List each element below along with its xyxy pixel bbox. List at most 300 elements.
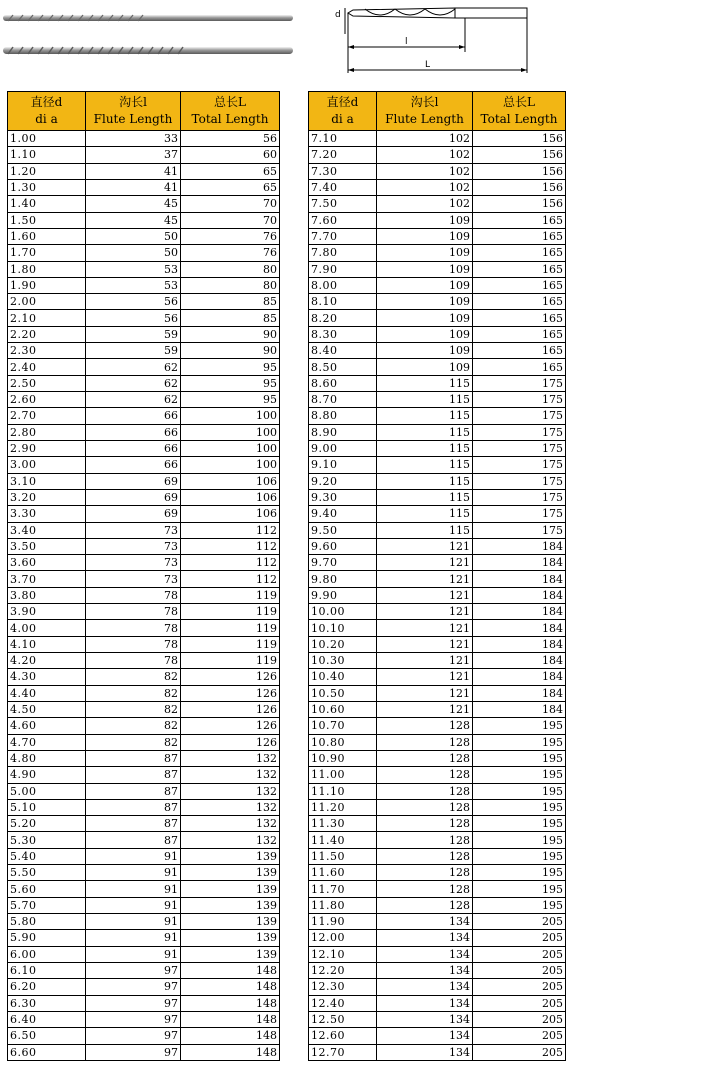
table-row [8,359,280,375]
diameter-cell: 7.10 [309,131,377,147]
total-length-cell: 175 [473,392,566,408]
total-length-cell: 205 [473,1044,566,1060]
total-length-cell: 100 [181,424,280,440]
total-length-cell: 119 [181,587,280,603]
diameter-cell: 11.50 [309,848,377,864]
total-length-cell: 175 [473,424,566,440]
total-length-cell: 165 [473,326,566,342]
table-row [8,212,280,228]
table-row [309,685,566,701]
total-length-cell: 148 [181,1011,280,1027]
diameter-cell: 9.40 [309,506,377,522]
diameter-cell: 9.70 [309,555,377,571]
flute-length-cell: 87 [86,799,181,815]
header-flute-cn: 沟长l [119,95,147,109]
table-row [309,669,566,685]
diameter-cell: 2.10 [8,310,86,326]
flute-length-cell: 121 [377,555,473,571]
diameter-cell: 12.70 [309,1044,377,1060]
flute-length-cell: 73 [86,555,181,571]
total-length-cell: 184 [473,604,566,620]
total-length-cell: 80 [181,277,280,293]
total-length-cell: 132 [181,783,280,799]
table-row [309,816,566,832]
total-length-cell: 184 [473,555,566,571]
total-length-cell: 70 [181,212,280,228]
total-length-cell: 80 [181,261,280,277]
flute-length-cell: 121 [377,685,473,701]
table-row [309,587,566,603]
table-row [8,734,280,750]
flute-length-cell: 121 [377,604,473,620]
table-row [8,343,280,359]
header-flute-en: Flute Length [93,112,173,126]
flute-length-cell: 66 [86,440,181,456]
total-length-cell: 126 [181,734,280,750]
table-row [309,1011,566,1027]
total-length-cell: 195 [473,848,566,864]
diameter-cell: 2.50 [8,375,86,391]
header-flute-length [377,92,473,131]
table-row [8,685,280,701]
diameter-cell: 6.20 [8,979,86,995]
table-row [309,245,566,261]
total-length-cell: 184 [473,587,566,603]
table-row [309,163,566,179]
flute-length-cell: 78 [86,620,181,636]
flute-length-cell: 115 [377,473,473,489]
table-row [309,538,566,554]
diameter-label: d [335,10,341,20]
total-length-cell: 148 [181,995,280,1011]
header-total-en: Total Length [480,112,558,126]
total-length-cell: 100 [181,408,280,424]
diameter-cell: 5.40 [8,848,86,864]
table-row [8,669,280,685]
diameter-cell: 7.40 [309,179,377,195]
flute-length-cell: 62 [86,375,181,391]
flute-length-cell: 78 [86,653,181,669]
diameter-cell: 3.50 [8,538,86,554]
diameter-cell: 7.50 [309,196,377,212]
diameter-cell: 10.00 [309,604,377,620]
table-row [309,489,566,505]
total-length-cell: 205 [473,1028,566,1044]
total-length-cell: 205 [473,979,566,995]
diameter-cell: 4.20 [8,653,86,669]
diameter-cell: 11.80 [309,897,377,913]
table-row [8,408,280,424]
total-length-cell: 132 [181,767,280,783]
total-length-cell: 184 [473,653,566,669]
diameter-cell: 7.60 [309,212,377,228]
flute-length-cell: 91 [86,930,181,946]
diameter-cell: 7.20 [309,147,377,163]
flute-length-cell: 109 [377,245,473,261]
diameter-cell: 11.00 [309,767,377,783]
flute-length-cell: 134 [377,1028,473,1044]
table-row [8,718,280,734]
diameter-cell: 7.80 [309,245,377,261]
table-row [8,946,280,962]
flute-length-cell: 66 [86,424,181,440]
diameter-cell: 1.80 [8,261,86,277]
flute-length-cell: 128 [377,832,473,848]
flute-length-cell: 128 [377,848,473,864]
flute-length-cell: 50 [86,245,181,261]
flute-length-cell: 91 [86,897,181,913]
table-row [309,767,566,783]
total-length-cell: 175 [473,440,566,456]
total-length-cell: 184 [473,538,566,554]
header-row [309,92,566,131]
table-row [8,326,280,342]
table-row [8,538,280,554]
flute-length-cell: 59 [86,343,181,359]
table-row [8,799,280,815]
flute-length-cell: 121 [377,538,473,554]
flute-length-cell: 134 [377,979,473,995]
diameter-cell: 1.30 [8,179,86,195]
header-diameter-en: di a [331,112,354,126]
diameter-cell: 1.60 [8,228,86,244]
flute-length-cell: 69 [86,489,181,505]
flute-length-cell: 121 [377,620,473,636]
diameter-cell: 2.40 [8,359,86,375]
table-row [8,457,280,473]
total-length-cell: 139 [181,897,280,913]
table-row [309,571,566,587]
flute-length-cell: 134 [377,914,473,930]
total-length-cell: 175 [473,473,566,489]
diameter-cell: 3.90 [8,604,86,620]
flute-length-cell: 128 [377,897,473,913]
flute-length-cell: 45 [86,196,181,212]
diameter-cell: 2.70 [8,408,86,424]
diameter-cell: 12.20 [309,962,377,978]
diameter-cell: 8.20 [309,310,377,326]
diameter-cell: 5.10 [8,799,86,815]
header-flute-length [86,92,181,131]
flute-length-cell: 87 [86,767,181,783]
diameter-cell: 12.40 [309,995,377,1011]
flute-length-cell: 109 [377,212,473,228]
diameter-cell: 3.40 [8,522,86,538]
table-row [309,1028,566,1044]
table-row [309,310,566,326]
diameter-cell: 9.60 [309,538,377,554]
total-length-cell: 195 [473,767,566,783]
flute-length-cell: 121 [377,653,473,669]
diameter-cell: 6.10 [8,962,86,978]
total-length-label: L [425,60,431,70]
total-length-cell: 132 [181,832,280,848]
diameter-cell: 4.70 [8,734,86,750]
flute-length-cell: 66 [86,457,181,473]
flute-length-cell: 66 [86,408,181,424]
total-length-cell: 132 [181,799,280,815]
table-row [8,375,280,391]
flute-length-cell: 115 [377,489,473,505]
diameter-cell: 6.30 [8,995,86,1011]
flute-length-cell: 91 [86,914,181,930]
table-row [309,212,566,228]
table-row [309,995,566,1011]
total-length-cell: 106 [181,473,280,489]
flute-length-cell: 134 [377,1044,473,1060]
header-diameter-en: di a [35,112,58,126]
table-row [8,440,280,456]
total-length-cell: 195 [473,799,566,815]
table-row [309,147,566,163]
flute-length-cell: 128 [377,881,473,897]
total-length-cell: 165 [473,310,566,326]
flute-length-cell: 102 [377,131,473,147]
table-row [309,979,566,995]
diameter-cell: 12.10 [309,946,377,962]
diameter-cell: 5.90 [8,930,86,946]
total-length-cell: 148 [181,962,280,978]
diameter-cell: 3.70 [8,571,86,587]
table-row [309,962,566,978]
header-diameter-cn: 直径d [326,95,359,109]
flute-length-cell: 78 [86,636,181,652]
spec-table-right-body [309,131,566,1061]
table-row [8,179,280,195]
total-length-cell: 139 [181,914,280,930]
flute-length-cell: 97 [86,1044,181,1060]
total-length-cell: 165 [473,277,566,293]
total-length-cell: 139 [181,848,280,864]
table-row [8,587,280,603]
table-row [8,767,280,783]
flute-length-cell: 37 [86,147,181,163]
total-length-cell: 195 [473,881,566,897]
diameter-cell: 4.60 [8,718,86,734]
table-row [8,506,280,522]
total-length-cell: 126 [181,685,280,701]
total-length-cell: 112 [181,555,280,571]
total-length-cell: 106 [181,506,280,522]
diameter-cell: 3.10 [8,473,86,489]
flute-length-cell: 82 [86,669,181,685]
total-length-cell: 184 [473,701,566,717]
total-length-cell: 195 [473,783,566,799]
diameter-cell: 10.80 [309,734,377,750]
diameter-cell: 2.80 [8,424,86,440]
total-length-cell: 195 [473,865,566,881]
header-diameter [309,92,377,131]
diameter-cell: 5.60 [8,881,86,897]
flute-length-cell: 115 [377,522,473,538]
flute-length-cell: 109 [377,343,473,359]
table-row [309,1044,566,1060]
flute-length-cell: 69 [86,473,181,489]
header-diameter-cn: 直径d [30,95,63,109]
diameter-cell: 1.10 [8,147,86,163]
total-length-cell: 205 [473,946,566,962]
diameter-cell: 11.30 [309,816,377,832]
flute-length-cell: 115 [377,392,473,408]
diameter-cell: 9.30 [309,489,377,505]
table-row [8,196,280,212]
diameter-cell: 12.60 [309,1028,377,1044]
total-length-cell: 126 [181,718,280,734]
table-row [309,294,566,310]
flute-length-cell: 128 [377,783,473,799]
diameter-cell: 11.70 [309,881,377,897]
total-length-cell: 100 [181,440,280,456]
table-row [8,571,280,587]
total-length-cell: 112 [181,522,280,538]
flute-length-cell: 115 [377,506,473,522]
table-row [8,1011,280,1027]
flute-length-cell: 82 [86,701,181,717]
diameter-cell: 12.00 [309,930,377,946]
total-length-cell: 205 [473,1011,566,1027]
flute-length-cell: 73 [86,522,181,538]
table-row [8,604,280,620]
flute-length-cell: 109 [377,359,473,375]
total-length-cell: 165 [473,228,566,244]
flute-length-cell: 56 [86,310,181,326]
flute-length-cell: 128 [377,734,473,750]
total-length-cell: 195 [473,832,566,848]
diameter-cell: 11.60 [309,865,377,881]
flute-length-cell: 73 [86,538,181,554]
diameter-cell: 4.50 [8,701,86,717]
diameter-cell: 4.90 [8,767,86,783]
flute-length-cell: 121 [377,669,473,685]
diameter-cell: 11.10 [309,783,377,799]
table-row [8,489,280,505]
diameter-cell: 3.80 [8,587,86,603]
diameter-cell: 8.60 [309,375,377,391]
table-row [8,261,280,277]
table-row [8,962,280,978]
total-length-cell: 148 [181,979,280,995]
diameter-cell: 8.00 [309,277,377,293]
table-row [8,783,280,799]
table-row [8,620,280,636]
table-row [309,799,566,815]
diameter-cell: 4.10 [8,636,86,652]
diameter-cell: 12.50 [309,1011,377,1027]
total-length-cell: 195 [473,750,566,766]
table-row [309,555,566,571]
flute-length-cell: 134 [377,995,473,1011]
table-row [8,881,280,897]
diameter-cell: 5.20 [8,816,86,832]
flute-length-cell: 97 [86,979,181,995]
total-length-cell: 205 [473,930,566,946]
diameter-cell: 12.30 [309,979,377,995]
diameter-cell: 9.90 [309,587,377,603]
table-row [309,440,566,456]
diameter-cell: 3.20 [8,489,86,505]
flute-length-cell: 121 [377,636,473,652]
flute-length-cell: 62 [86,359,181,375]
table-row [8,277,280,293]
table-row [309,604,566,620]
flute-length-cell: 128 [377,750,473,766]
total-length-cell: 95 [181,359,280,375]
total-length-cell: 165 [473,212,566,228]
total-length-cell: 119 [181,620,280,636]
table-row [8,701,280,717]
diameter-cell: 1.00 [8,131,86,147]
total-length-cell: 156 [473,163,566,179]
total-length-cell: 195 [473,718,566,734]
table-row [8,163,280,179]
total-length-cell: 139 [181,865,280,881]
flute-length-cell: 50 [86,228,181,244]
diameter-cell: 1.20 [8,163,86,179]
flute-length-cell: 59 [86,326,181,342]
table-row [8,914,280,930]
total-length-cell: 65 [181,163,280,179]
diameter-cell: 2.00 [8,294,86,310]
table-row [309,832,566,848]
diameter-cell: 8.90 [309,424,377,440]
flute-length-cell: 121 [377,701,473,717]
total-length-cell: 165 [473,359,566,375]
table-row [8,865,280,881]
diameter-cell: 1.70 [8,245,86,261]
total-length-cell: 106 [181,489,280,505]
diameter-cell: 11.90 [309,914,377,930]
table-row [8,392,280,408]
diameter-cell: 8.40 [309,343,377,359]
total-length-cell: 119 [181,636,280,652]
total-length-cell: 76 [181,228,280,244]
flute-length-cell: 53 [86,277,181,293]
total-length-cell: 85 [181,310,280,326]
header-flute-en: Flute Length [385,112,464,126]
table-row [309,506,566,522]
table-row [309,881,566,897]
table-row [309,343,566,359]
table-row [309,277,566,293]
table-row [8,473,280,489]
flute-length-cell: 128 [377,865,473,881]
table-row [8,653,280,669]
table-row [8,979,280,995]
flute-length-cell: 87 [86,832,181,848]
total-length-cell: 205 [473,995,566,1011]
flute-length-cell: 102 [377,147,473,163]
table-row [309,718,566,734]
total-length-cell: 184 [473,685,566,701]
table-row [309,228,566,244]
flute-length-cell: 115 [377,457,473,473]
flute-length-cell: 102 [377,163,473,179]
total-length-cell: 165 [473,261,566,277]
table-row [8,832,280,848]
table-row [309,701,566,717]
total-length-cell: 175 [473,522,566,538]
flute-length-cell: 82 [86,734,181,750]
drill-schematic [335,0,545,80]
flute-length-cell: 97 [86,1028,181,1044]
diameter-cell: 9.50 [309,522,377,538]
table-row [309,914,566,930]
header-row [8,92,280,131]
diameter-cell: 10.60 [309,701,377,717]
total-length-cell: 139 [181,881,280,897]
table-row [309,653,566,669]
flute-length-cell: 128 [377,799,473,815]
